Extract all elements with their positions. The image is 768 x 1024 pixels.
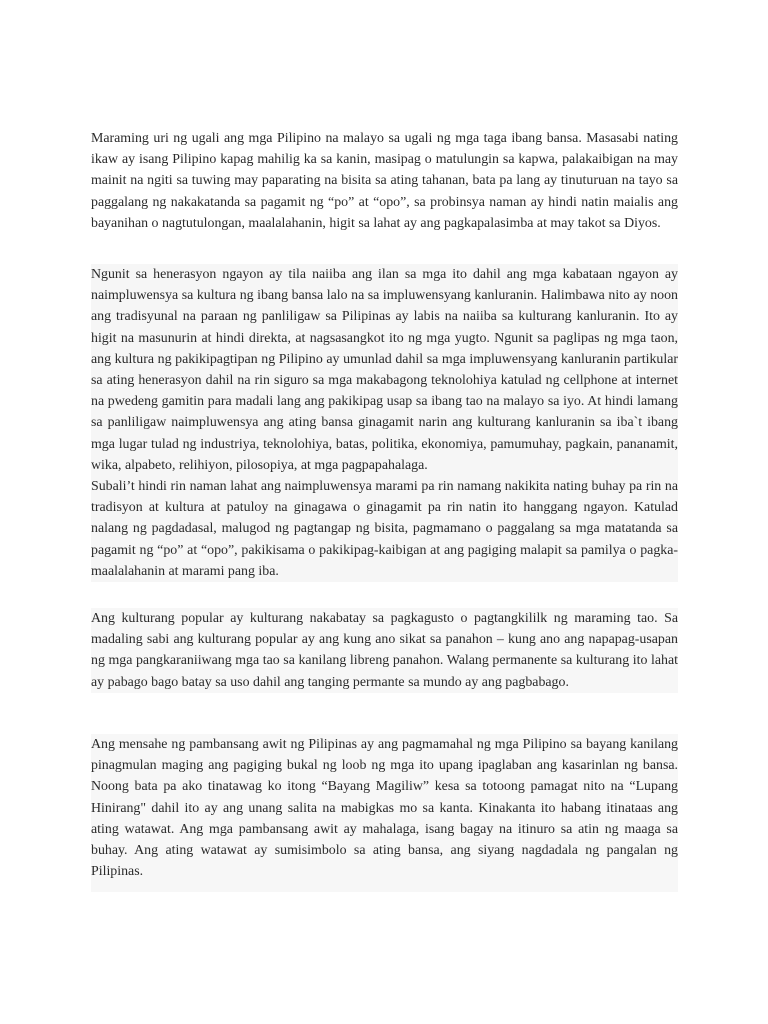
paragraph-henerasyon-ngayon: Ngunit sa henerasyon ngayon ay tila naiiba ang ilan sa mga ito dahil ang mga kabataan ngayon ay naimpluwensya sa kultura ng ibang bansa lalo na sa impluwensyang kanluranin. Halimbawa nito ay noon ang tradisyunal na paraan ng panliligaw sa Pilipinas ay labis na naiiba sa kulturang kanluranin. Ito ay higit na masunurin at hindi direkta, at nagsasangkot ito ng mga yugto. Ngunit sa paglipas ng mga taon, ang kultura ng pakikipagtipan ng Pilipino ay umunlad dahil sa mga impluwensyang kanluranin partikular sa ating henerasyon dahil na rin siguro sa mga makabagong teknolohiya katulad ng cellphone at internet na pwedeng gamitin para madali lang ang pakikipag usap sa ibang tao na malayo sa iyo. At hindi lamang sa panliligaw naimpluwensya ang ating bansa ginagamit narin ang kulturang kanluranin sa iba`t ibang mga lugar tulad ng industriya, teknolohiya, batas, politika, ekonomiya, pamumuhay, pagkain, pananamit, wika, alpabeto, relihiyon, pilosopiya, at mga pagpapahalaga. [91,267,678,473]
paragraph-block-1 [91,128,678,234]
paragraph-block-4 [91,734,678,892]
paragraph-kulturang-popular: Ang kulturang popular ay kulturang nakabatay sa pagkagusto o pagtangkililk ng maraming tao. Sa madaling sabi ang kulturang popular ay ang kung ano sikat sa panahon – kung ano ang napapag-usapan ng mga pangkaraniiwang mga tao sa kanilang libreng panahon. Walang permanente sa kulturang ito lahat ay pabago bago batay sa uso dahil ang tanging permante sa mundo ay ang pagbabago. [91,611,678,690]
paragraph-tradisyon-buhay: Subali’t hindi rin naman lahat ang naimpluwensya marami pa rin namang nakikita nating buhay pa rin na tradisyon at kultura at patuloy na ginagawa o ginagamit pa rin natin ito hanggang ngayon. Katulad nalang ng pagdadasal, malugod ng pagtangap ng bisita, pagmamano o paggalang sa mga matatanda sa pagamit ng “po” at “opo”, pakikisama o pakikipag-kaibigan at ang pagiging malapit sa pamilya o pagka-maalalahanin at marami pang iba. [91,479,678,579]
paragraph-pambansang-awit: Ang mensahe ng pambansang awit ng Pilipinas ay ang pagmamahal ng mga Pilipino sa bayang kanilang pinagmulan maging ang pagiging bukal ng loob ng mga ito upang ipaglaban ang kasarinlan ng bansa. Noong bata pa ako tinatawag ko itong “Bayang Magiliw” kesa sa totoong pamagat nito na “Lupang Hinirang" dahil ito ay ang unang salita na mabigkas mo sa kanta. Kinakanta ito habang itinataas ang ating watawat. Ang mga pambansang awit ay mahalaga, isang bagay na itinuro sa atin ng maaga sa buhay. Ang ating watawat ay sumisimbolo sa ating bansa, ang siyang nagdadala ng pangalan ng Pilipinas. [91,737,678,880]
paragraph-ugali-pilipino: Maraming uri ng ugali ang mga Pilipino na malayo sa ugali ng mga taga ibang bansa. Masasabi nating ikaw ay isang Pilipino kapag mahilig ka sa kanin, masipag o matulungin sa kapwa, palakaibigan na may mainit na ngiti sa tuwing may paparating na bisita sa ating tahanan, bata pa lang ay tinuturuan na tayo sa paggalang ng nakakatanda sa pagamit ng “po” at “opo”, sa probinsya naman ay hindi natin maialis ang bayanihan o nagtutulongan, maalalahanin, higit sa lahat ay ang pagkapalasimba at may takot sa Diyos. [91,131,678,231]
paragraph-block-3 [91,608,678,693]
paragraph-block-2 [91,264,678,582]
